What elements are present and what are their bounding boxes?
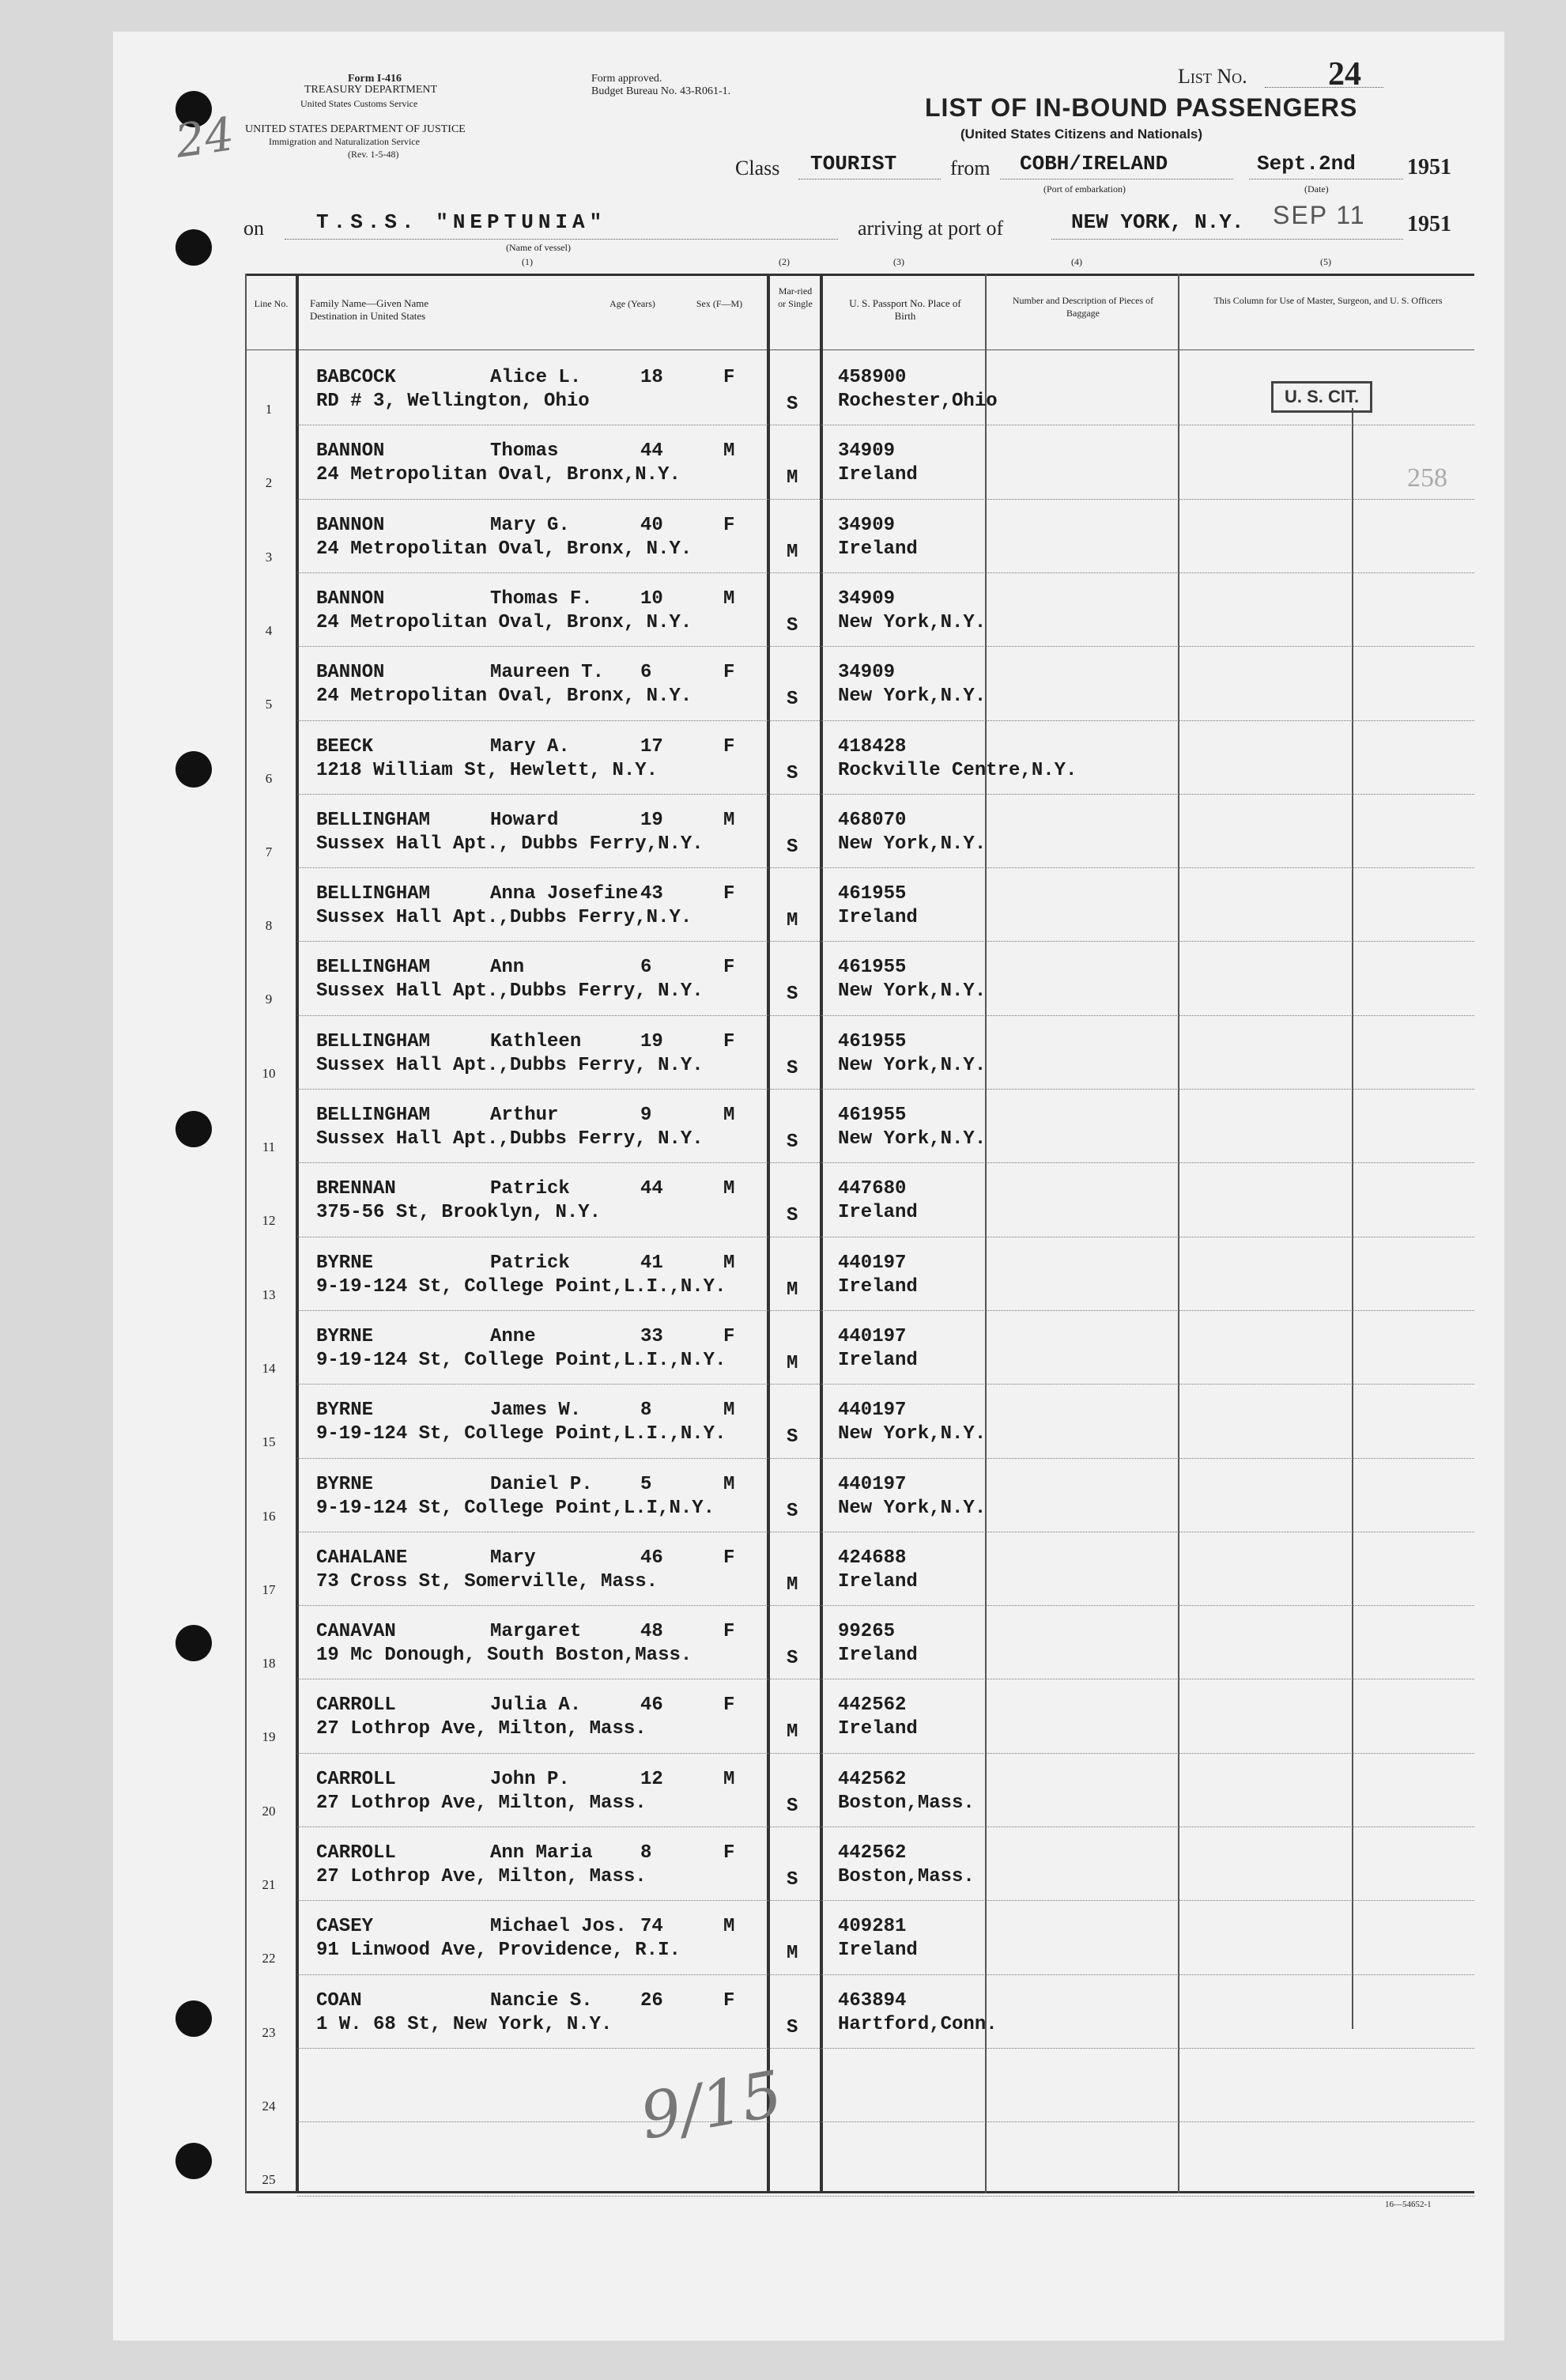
- age: 46: [640, 1694, 663, 1717]
- row-divider: [297, 867, 1474, 869]
- form-approved: Form approved.: [591, 73, 662, 85]
- vessel-name: T.S.S. "NEPTUNIA": [316, 210, 607, 234]
- family-name: CARROLL: [316, 1842, 396, 1864]
- place-of-birth: New York,N.Y.: [838, 1054, 987, 1076]
- address: 24 Metropolitan Oval, Bronx, N.Y.: [316, 538, 692, 560]
- line-number: 11: [262, 1139, 276, 1154]
- age: 19: [640, 1030, 663, 1052]
- passport-number: 34909: [838, 440, 896, 463]
- col-header-age: Age (Years): [609, 298, 655, 309]
- passport-number: 440197: [838, 1400, 907, 1422]
- page-subtitle: (United States Citizens and Nationals): [960, 127, 1203, 142]
- arrival-port: NEW YORK, N.Y.: [1071, 210, 1244, 234]
- age: 8: [640, 1842, 652, 1864]
- marital-status: S: [787, 1057, 798, 1079]
- row-divider: [297, 1605, 1474, 1607]
- age: 6: [640, 957, 652, 979]
- sex: M: [723, 1473, 735, 1495]
- given-name: Ann: [490, 957, 525, 979]
- row-divider: [297, 2121, 1474, 2123]
- age: 46: [640, 1547, 663, 1569]
- page-title: LIST OF IN-BOUND PASSENGERS: [925, 93, 1358, 122]
- passport-number: 461955: [838, 1030, 907, 1052]
- place-of-birth: New York,N.Y.: [838, 1423, 987, 1445]
- dept-treasury-sub: United States Customs Service: [300, 98, 418, 109]
- dept-treasury: TREASURY DEPARTMENT: [304, 84, 438, 96]
- table-top-rule: [245, 274, 1474, 276]
- age: 40: [640, 514, 663, 536]
- punch-hole: [175, 2000, 212, 2037]
- place-of-birth: Ireland: [838, 1275, 918, 1298]
- col-header-name: Family Name—Given Name: [310, 297, 429, 309]
- date-caption: (Date): [1304, 183, 1329, 195]
- sex: F: [723, 1621, 735, 1643]
- passport-number: 468070: [838, 809, 907, 831]
- family-name: COAN: [316, 1989, 362, 2012]
- age: 5: [640, 1473, 652, 1495]
- place-of-birth: Rochester,Ohio: [838, 391, 998, 412]
- family-name: BYRNE: [316, 1400, 374, 1422]
- address: Sussex Hall Apt.,Dubbs Ferry,N.Y.: [316, 907, 692, 929]
- age: 8: [640, 1400, 652, 1422]
- embarkation-date: Sept.2nd: [1257, 152, 1356, 176]
- row-divider: [297, 1974, 1474, 1976]
- line-number: 1: [265, 402, 273, 417]
- row-divider: [297, 499, 1474, 501]
- sex: F: [723, 1325, 735, 1347]
- marital-status: M: [787, 1721, 798, 1743]
- address: 9-19-124 St, College Point,L.I.,N.Y.: [316, 1275, 726, 1298]
- row-divider: [297, 720, 1474, 722]
- address: 24 Metropolitan Oval, Bronx, N.Y.: [316, 611, 692, 633]
- col-header-baggage: Number and Description of Pieces of Baggage: [1012, 295, 1154, 319]
- family-name: CASEY: [316, 1916, 374, 1938]
- line-number: 20: [262, 1803, 276, 1819]
- line-number: 7: [265, 844, 273, 859]
- age: 6: [640, 662, 652, 684]
- address: 9-19-124 St, College Point,L.I.,N.Y.: [316, 1423, 726, 1445]
- passport-number: 440197: [838, 1325, 907, 1347]
- col-rule: [767, 274, 770, 2193]
- col-rule: [296, 274, 299, 2193]
- line-number: 13: [262, 1286, 276, 1302]
- place-of-birth: Boston,Mass.: [838, 1792, 975, 1814]
- row-divider: [297, 1827, 1474, 1828]
- marital-status: M: [787, 1279, 798, 1301]
- passport-number: 99265: [838, 1621, 896, 1643]
- marital-status: S: [787, 614, 798, 637]
- row-divider: [297, 794, 1474, 795]
- passport-number: 463894: [838, 1989, 907, 2012]
- marital-status: M: [787, 910, 798, 932]
- line-number: 3: [265, 549, 273, 565]
- given-name: Alice L.: [490, 367, 582, 388]
- address: 91 Linwood Ave, Providence, R.I.: [316, 1940, 681, 1962]
- address: 27 Lothrop Ave, Milton, Mass.: [316, 1718, 647, 1740]
- age: 33: [640, 1325, 663, 1347]
- place-of-birth: New York,N.Y.: [838, 833, 987, 855]
- given-name: John P.: [490, 1768, 570, 1790]
- given-name: Daniel P.: [490, 1473, 593, 1495]
- family-name: BYRNE: [316, 1473, 374, 1495]
- place-of-birth: Hartford,Conn.: [838, 2013, 998, 2035]
- form-number: Form I-416: [348, 73, 402, 85]
- family-name: BELLINGHAM: [316, 1105, 431, 1126]
- sex: M: [723, 809, 735, 831]
- pencil-note: 9/15: [635, 2057, 788, 2154]
- place-of-birth: Ireland: [838, 1718, 918, 1740]
- passenger-table: [245, 274, 1474, 2193]
- line-number: 21: [262, 1877, 276, 1892]
- given-name: Julia A.: [490, 1694, 582, 1717]
- row-divider: [297, 1162, 1474, 1164]
- sex: F: [723, 1694, 735, 1717]
- line-number: 9: [265, 992, 273, 1007]
- given-name: Kathleen: [490, 1030, 582, 1052]
- family-name: BABCOCK: [316, 367, 396, 388]
- passport-number: 440197: [838, 1473, 907, 1495]
- sex: F: [723, 883, 735, 905]
- sex: F: [723, 957, 735, 979]
- line-number: 5: [265, 697, 273, 712]
- age: 48: [640, 1621, 663, 1643]
- list-no-line: [1265, 87, 1383, 88]
- arriving-label: arriving at port of: [858, 217, 1004, 240]
- column-number-5: (5): [1320, 256, 1331, 267]
- place-of-birth: Boston,Mass.: [838, 1866, 975, 1887]
- given-name: Anne: [490, 1325, 536, 1347]
- row-divider: [297, 1310, 1474, 1312]
- sex: M: [723, 1400, 735, 1422]
- address: 9-19-124 St, College Point,L.I.,N.Y.: [316, 1349, 726, 1371]
- sex: F: [723, 1989, 735, 2012]
- form-revision: (Rev. 1-5-48): [348, 149, 399, 160]
- line-number: 16: [262, 1508, 276, 1524]
- line-number: 6: [265, 770, 273, 786]
- list-no-value: 24: [1328, 56, 1361, 93]
- family-name: CARROLL: [316, 1768, 396, 1790]
- row-divider: [297, 1237, 1474, 1238]
- given-name: Nancie S.: [490, 1989, 593, 2012]
- row-divider: [297, 1679, 1474, 1680]
- given-name: James W.: [490, 1400, 582, 1422]
- sex: M: [723, 1916, 735, 1938]
- address: Sussex Hall Apt., Dubbs Ferry,N.Y.: [316, 833, 704, 855]
- header-rule: [245, 349, 1474, 350]
- line-number: 8: [265, 918, 273, 934]
- given-name: Arthur: [490, 1105, 559, 1126]
- row-divider: [297, 1015, 1474, 1017]
- address: 27 Lothrop Ave, Milton, Mass.: [316, 1866, 647, 1887]
- marital-status: M: [787, 1573, 798, 1596]
- family-name: BYRNE: [316, 1252, 374, 1274]
- dept-justice-sub: Immigration and Naturalization Service: [269, 136, 420, 147]
- sex: F: [723, 1842, 735, 1864]
- row-divider: [297, 572, 1474, 574]
- class-value: TOURIST: [810, 152, 897, 176]
- column-number-2: (2): [779, 256, 790, 267]
- sex: F: [723, 367, 735, 388]
- list-no-label: List No.: [1178, 65, 1247, 88]
- address: 1 W. 68 St, New York, N.Y.: [316, 2013, 613, 2035]
- marital-status: S: [787, 394, 798, 415]
- port-of-embarkation: COBH/IRELAND: [1020, 152, 1168, 176]
- age: 18: [640, 367, 663, 388]
- given-name: Mary A.: [490, 735, 570, 757]
- line-number: 19: [262, 1729, 276, 1745]
- punch-hole: [175, 751, 212, 788]
- age: 41: [640, 1252, 663, 1274]
- marital-status: S: [787, 762, 798, 784]
- line-number: 18: [262, 1656, 276, 1672]
- marital-status: S: [787, 1648, 798, 1670]
- marital-status: S: [787, 1205, 798, 1227]
- table-bottom-rule: [245, 2191, 1474, 2193]
- sex: M: [723, 1768, 735, 1790]
- given-name: Howard: [490, 809, 559, 831]
- place-of-birth: Ireland: [838, 907, 918, 929]
- family-name: BANNON: [316, 587, 385, 610]
- row-divider: [297, 425, 1474, 426]
- family-name: BEECK: [316, 735, 374, 757]
- address: 375-56 St, Brooklyn, N.Y.: [316, 1202, 602, 1224]
- place-of-birth: Ireland: [838, 1570, 918, 1592]
- col-header-passport: U. S. Passport No. Place of Birth: [849, 297, 961, 322]
- col-header-married: Mar-ried or Single: [778, 285, 813, 309]
- given-name: Margaret: [490, 1621, 582, 1643]
- line-number: 24: [262, 2098, 276, 2114]
- line-number: 4: [265, 622, 273, 638]
- row-divider: [297, 941, 1474, 943]
- given-name: Anna Josefine: [490, 883, 639, 905]
- col-header-officers: This Column for Use of Master, Surgeon, and U. S. Officers: [1213, 295, 1443, 306]
- place-of-birth: New York,N.Y.: [838, 1128, 987, 1150]
- passport-number: 34909: [838, 514, 896, 536]
- passport-number: 440197: [838, 1252, 907, 1274]
- arrival-line: [1051, 239, 1403, 240]
- col-rule: [985, 274, 987, 2193]
- age: 43: [640, 883, 663, 905]
- passport-number: 458900: [838, 367, 907, 388]
- year-1: 1951: [1407, 155, 1451, 179]
- sex: F: [723, 662, 735, 684]
- col-header-sex: Sex (F—M): [696, 298, 743, 309]
- passport-number: 461955: [838, 957, 907, 979]
- sex: F: [723, 735, 735, 757]
- family-name: BYRNE: [316, 1325, 374, 1347]
- marital-status: S: [787, 1795, 798, 1817]
- line-number: 2: [265, 475, 273, 491]
- form-footer-code: 16—54652-1: [1385, 2200, 1432, 2209]
- punch-hole: [175, 1625, 212, 1661]
- marital-status: S: [787, 1426, 798, 1449]
- line-number: 10: [262, 1065, 276, 1081]
- given-name: Michael Jos.: [490, 1916, 627, 1938]
- punch-hole: [175, 229, 212, 266]
- marital-status: M: [787, 467, 798, 489]
- sex: M: [723, 1252, 735, 1274]
- col-rule: [1178, 274, 1179, 2193]
- age: 12: [640, 1768, 663, 1790]
- passport-number: 442562: [838, 1842, 907, 1864]
- given-name: Patrick: [490, 1252, 570, 1274]
- sex: M: [723, 1105, 735, 1126]
- sex: M: [723, 587, 735, 610]
- row-divider: [297, 2048, 1474, 2049]
- passport-number: 461955: [838, 883, 907, 905]
- given-name: Mary G.: [490, 514, 570, 536]
- address: Sussex Hall Apt.,Dubbs Ferry, N.Y.: [316, 980, 704, 1003]
- place-of-birth: Ireland: [838, 538, 918, 560]
- line-number: 23: [262, 2024, 276, 2040]
- age: 9: [640, 1105, 652, 1126]
- marital-status: M: [787, 1352, 798, 1374]
- passport-number: 34909: [838, 587, 896, 610]
- address: Sussex Hall Apt.,Dubbs Ferry, N.Y.: [316, 1054, 704, 1076]
- place-of-birth: New York,N.Y.: [838, 611, 987, 633]
- place-of-birth: New York,N.Y.: [838, 1497, 987, 1519]
- place-of-birth: Rockville Centre,N.Y.: [838, 759, 1077, 781]
- age: 74: [640, 1916, 663, 1938]
- family-name: BELLINGHAM: [316, 809, 431, 831]
- place-of-birth: New York,N.Y.: [838, 686, 987, 708]
- passport-number: 424688: [838, 1547, 907, 1569]
- address: 9-19-124 St, College Point,L.I,N.Y.: [316, 1497, 715, 1519]
- dept-justice: UNITED STATES DEPARTMENT OF JUSTICE: [245, 123, 466, 135]
- row-divider: [297, 1089, 1474, 1090]
- family-name: BANNON: [316, 514, 385, 536]
- row-divider: [297, 1900, 1474, 1902]
- line-number: 14: [262, 1360, 276, 1376]
- row-divider: [297, 1532, 1474, 1533]
- family-name: BRENNAN: [316, 1178, 396, 1200]
- place-of-birth: Ireland: [838, 1349, 918, 1371]
- col-rule: [1352, 408, 1353, 2029]
- sex: M: [723, 1178, 735, 1200]
- place-of-birth: New York,N.Y.: [838, 980, 987, 1003]
- sex: F: [723, 1547, 735, 1569]
- address: 73 Cross St, Somerville, Mass.: [316, 1570, 658, 1592]
- given-name: Maureen T.: [490, 662, 605, 684]
- address: 19 Mc Donough, South Boston,Mass.: [316, 1645, 692, 1667]
- marital-status: S: [787, 1131, 798, 1153]
- place-of-birth: Ireland: [838, 1940, 918, 1962]
- arrival-date-stamp: SEP 11: [1273, 201, 1366, 229]
- line-number: 22: [262, 1951, 276, 1966]
- sex: M: [723, 440, 735, 463]
- passport-number: 461955: [838, 1105, 907, 1126]
- margin-number: 258: [1407, 463, 1447, 493]
- col-header-destination: Destination in United States: [310, 310, 426, 322]
- row-divider: [297, 2196, 1474, 2197]
- line-number: 12: [262, 1213, 276, 1229]
- address: 27 Lothrop Ave, Milton, Mass.: [316, 1792, 647, 1814]
- column-number-4: (4): [1071, 256, 1082, 267]
- marital-status: S: [787, 2016, 798, 2038]
- col-header-line: Line No.: [254, 298, 289, 309]
- age: 19: [640, 809, 663, 831]
- marital-status: M: [787, 1943, 798, 1965]
- row-divider: [297, 1384, 1474, 1385]
- vessel-line: [285, 239, 838, 240]
- from-label: from: [950, 157, 991, 179]
- row-divider: [297, 646, 1474, 648]
- passport-number: 447680: [838, 1178, 907, 1200]
- age: 26: [640, 1989, 663, 2012]
- family-name: BELLINGHAM: [316, 1030, 431, 1052]
- sex: F: [723, 514, 735, 536]
- punch-hole: [175, 2143, 212, 2179]
- column-number-1: (1): [522, 256, 533, 267]
- punch-hole: [175, 1111, 212, 1147]
- passport-number: 34909: [838, 662, 896, 684]
- class-label: Class: [735, 157, 780, 179]
- family-name: CANAVAN: [316, 1621, 396, 1643]
- sex: F: [723, 1030, 735, 1052]
- given-name: Mary: [490, 1547, 536, 1569]
- given-name: Ann Maria: [490, 1842, 593, 1864]
- age: 44: [640, 440, 663, 463]
- us-citizen-stamp: U. S. CIT.: [1271, 381, 1372, 413]
- row-divider: [297, 1753, 1474, 1755]
- passport-number: 442562: [838, 1768, 907, 1790]
- given-name: Patrick: [490, 1178, 570, 1200]
- given-name: Thomas: [490, 440, 559, 463]
- vessel-caption: (Name of vessel): [506, 242, 571, 253]
- family-name: BANNON: [316, 440, 385, 463]
- address: Sussex Hall Apt.,Dubbs Ferry, N.Y.: [316, 1128, 704, 1150]
- age: 17: [640, 735, 663, 757]
- place-of-birth: Ireland: [838, 464, 918, 486]
- family-name: CAHALANE: [316, 1547, 408, 1569]
- family-name: CARROLL: [316, 1694, 396, 1717]
- year-2: 1951: [1407, 212, 1451, 236]
- place-of-birth: Ireland: [838, 1645, 918, 1667]
- line-number: 25: [262, 2172, 276, 2188]
- age: 10: [640, 587, 663, 610]
- address: 24 Metropolitan Oval, Bronx, N.Y.: [316, 686, 692, 708]
- passport-number: 442562: [838, 1694, 907, 1717]
- address: 1218 William St, Hewlett, N.Y.: [316, 759, 658, 781]
- family-name: BANNON: [316, 662, 385, 684]
- column-number-3: (3): [893, 256, 904, 267]
- row-divider: [297, 1458, 1474, 1460]
- budget-bureau: Budget Bureau No. 43-R061-1.: [591, 85, 731, 97]
- address: RD # 3, Wellington, Ohio: [316, 391, 590, 412]
- marital-status: M: [787, 541, 798, 563]
- port-caption: (Port of embarkation): [1043, 183, 1126, 195]
- line-number: 17: [262, 1581, 276, 1597]
- given-name: Thomas F.: [490, 587, 593, 610]
- family-name: BELLINGHAM: [316, 957, 431, 979]
- on-label: on: [243, 217, 264, 240]
- place-of-birth: Ireland: [838, 1202, 918, 1224]
- address: 24 Metropolitan Oval, Bronx,N.Y.: [316, 464, 681, 486]
- marital-status: S: [787, 689, 798, 711]
- passport-number: 418428: [838, 735, 907, 757]
- family-name: BELLINGHAM: [316, 883, 431, 905]
- marital-status: S: [787, 1500, 798, 1522]
- marital-status: S: [787, 836, 798, 858]
- age: 44: [640, 1178, 663, 1200]
- marital-status: S: [787, 984, 798, 1006]
- passport-number: 409281: [838, 1916, 907, 1938]
- marital-status: S: [787, 1869, 798, 1891]
- line-number: 15: [262, 1434, 276, 1450]
- col-rule: [820, 274, 823, 2193]
- margin-pencil-number: 24: [172, 107, 238, 168]
